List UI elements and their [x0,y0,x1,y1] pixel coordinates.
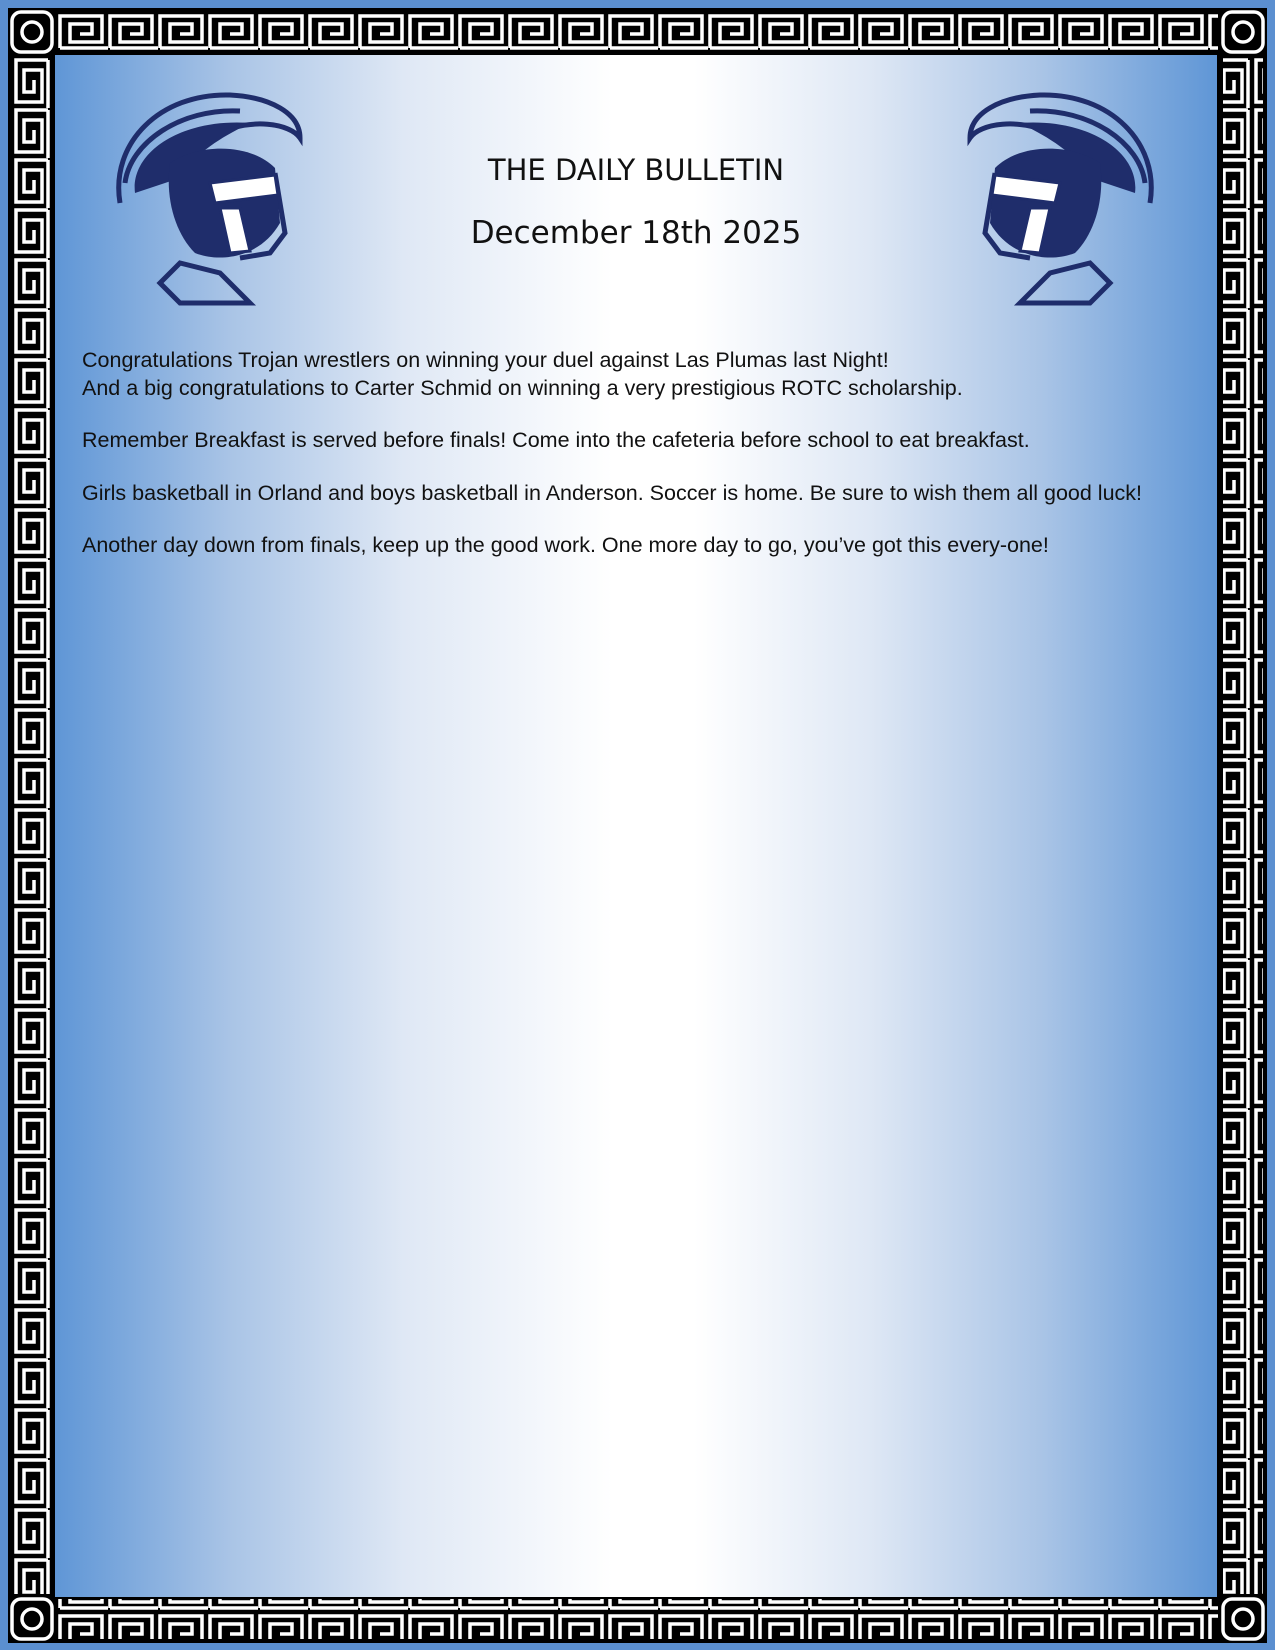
announcement-line: Remember Breakfast is served before finals! Come into the cafeteria before school to eat breakfast. [82,428,1030,452]
announcement [82,532,1182,560]
bulletin-title: THE DAILY BULLETIN [487,153,785,187]
announcement-line: And a big congratulations to Carter Schmid on winning a very prestigious ROTC scholarship. [82,375,963,400]
announcement [82,427,1182,455]
trojan-helmet-icon [100,83,310,308]
trojan-helmet-icon [960,83,1170,308]
bulletin-page [55,55,1217,1597]
announcement [82,480,1182,508]
announcement-line: Girls basketball in Orland and boys basketball in Anderson. Soccer is home. Be sure to wish them all good luck! [82,480,1143,505]
announcement [82,347,1182,402]
announcement-line: Congratulations Trojan wrestlers on winning your duel against Las Plumas last Night! [82,348,889,372]
announcements [82,347,1182,585]
bulletin-date: December 18th 2025 [470,215,802,251]
announcement-line: Another day down from finals, keep up the good work. One more day to go, you’ve got this every-one! [82,533,1049,557]
